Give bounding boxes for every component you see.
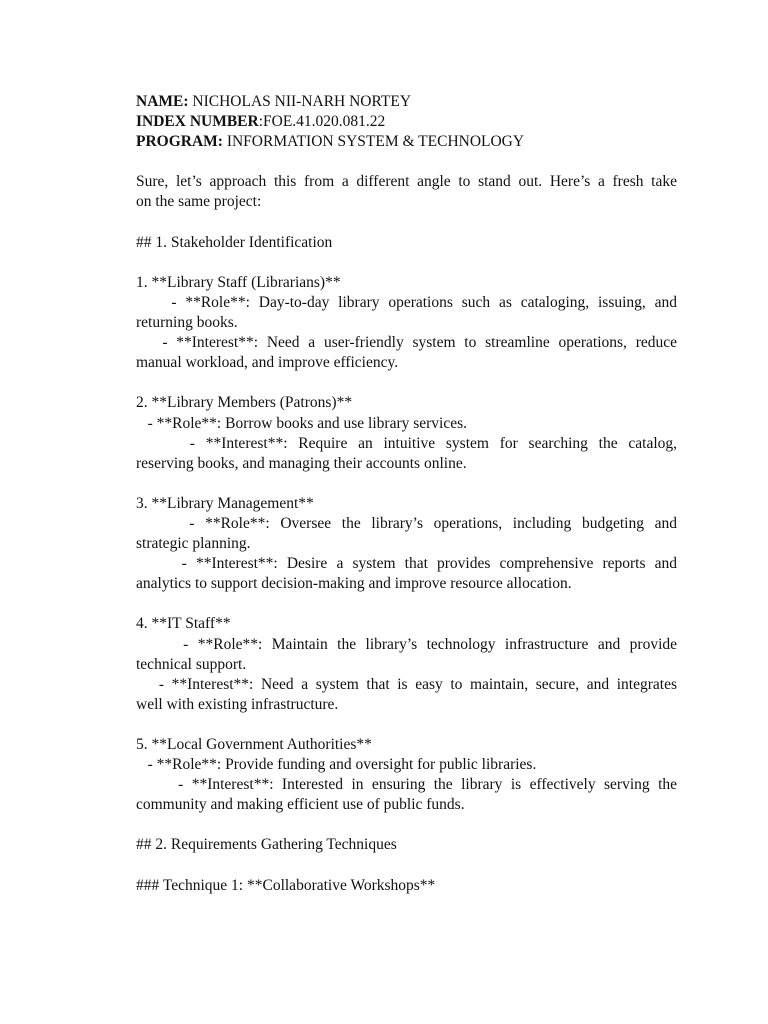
spacer xyxy=(136,815,677,835)
stakeholder-title: 3. **Library Management** xyxy=(136,494,314,512)
name-line xyxy=(136,92,677,112)
stakeholder-role: - **Role**: Oversee the library’s operations, including budgeting and xyxy=(136,514,677,532)
spacer xyxy=(136,474,677,494)
section-heading-requirements: ## 2. Requirements Gathering Techniques xyxy=(136,836,397,854)
stakeholder-title: 2. **Library Members (Patrons)** xyxy=(136,394,353,412)
stakeholder-interest: - **Interest**: Interested in ensuring the library is effectively serving the xyxy=(136,776,678,794)
stakeholder-title: 5. **Local Government Authorities** xyxy=(136,736,372,753)
spacer xyxy=(136,213,677,233)
index-number-line xyxy=(136,112,677,132)
spacer xyxy=(136,253,677,273)
program-line xyxy=(136,132,677,152)
intro-line-1: Sure, let’s approach this from a different angle to stand out. Here’s a fresh take xyxy=(136,173,677,191)
index-number-value: :FOE.41.020.081.22 xyxy=(258,113,386,131)
stakeholder-interest-cont: manual workload, and improve efficiency. xyxy=(136,354,399,372)
stakeholder-interest: - **Interest**: Require an intuitive system for searching the catalog, xyxy=(136,434,678,452)
stakeholder-role-cont: returning books. xyxy=(136,314,238,332)
spacer xyxy=(136,373,677,393)
stakeholder-role-cont: technical support. xyxy=(136,655,247,673)
stakeholder-interest: - **Interest**: Need a system that is easy to maintain, secure, and integrates xyxy=(136,675,677,693)
index-number-label: INDEX NUMBER xyxy=(136,113,259,131)
program-value: INFORMATION SYSTEM & TECHNOLOGY xyxy=(222,133,525,151)
stakeholder-role: - **Role**: Provide funding and oversight for public libraries. xyxy=(136,756,537,774)
technique-heading: ### Technique 1: **Collaborative Workshops** xyxy=(136,876,436,894)
spacer xyxy=(136,594,677,614)
section-heading-stakeholders: ## 1. Stakeholder Identification xyxy=(136,233,333,251)
stakeholder-interest: - **Interest**: Need a user-friendly system to streamline operations, reduce xyxy=(136,334,677,352)
stakeholder-title: 4. **IT Staff** xyxy=(136,615,231,633)
spacer xyxy=(136,856,677,876)
spacer xyxy=(136,152,677,172)
stakeholder-interest-cont: analytics to support decision-making and improve resource allocation. xyxy=(136,575,572,593)
program-label: PROGRAM: xyxy=(136,133,223,151)
stakeholder-role: - **Role**: Maintain the library’s technology infrastructure and provide xyxy=(136,635,678,653)
stakeholder-interest-cont: well with existing infrastructure. xyxy=(136,695,339,713)
document-body xyxy=(136,92,677,896)
stakeholder-role: - **Role**: Day-to-day library operations such as cataloging, issuing, and xyxy=(136,293,677,311)
stakeholder-interest-cont: reserving books, and managing their accounts online. xyxy=(136,454,467,472)
spacer xyxy=(136,715,677,735)
name-label: NAME: xyxy=(136,93,189,110)
stakeholder-role-cont: strategic planning. xyxy=(136,535,251,553)
intro-line-2: on the same project: xyxy=(136,193,262,211)
name-value: NICHOLAS NII-NARH NORTEY xyxy=(188,93,412,110)
stakeholder-interest-cont: community and making efficient use of public funds. xyxy=(136,796,465,814)
stakeholder-title: 1. **Library Staff (Librarians)** xyxy=(136,273,341,291)
stakeholder-role: - **Role**: Borrow books and use library services. xyxy=(136,414,468,432)
stakeholder-interest: - **Interest**: Desire a system that provides comprehensive reports and xyxy=(136,555,678,573)
